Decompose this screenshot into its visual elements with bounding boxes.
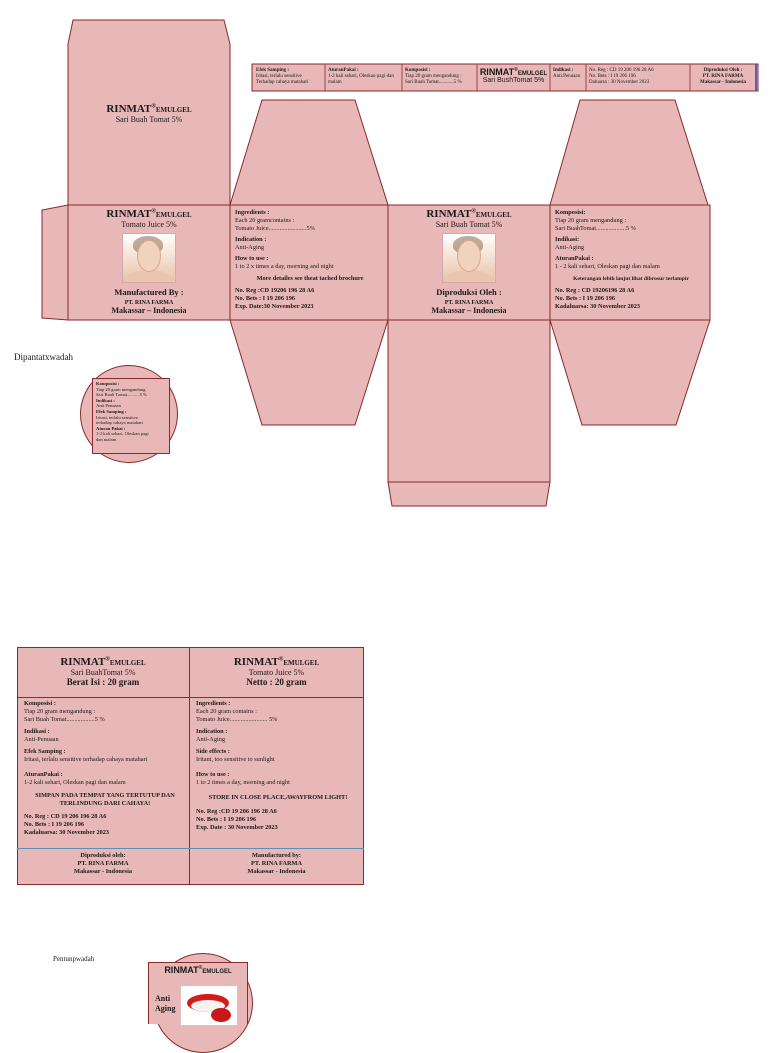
big-label-left-footer: Diproduksi oleh: PT. RINA FARMA Makassar - Indonesia xyxy=(74,852,132,875)
panel-en-back: Ingredients : Each 20 gramcontains : Tomato Juice........................5% Indication : Anti-Aging How to use : 1 to 2 x times a day, morning and night More detailes see theat tached brochure No. Reg :CD 19206 196 28 A6 No. Bets : I 19 206 196 Exp. Date:30 November 2023 xyxy=(235,209,364,310)
round-bottom-label-text: Komposisi : Tiap 20 gram mengandung Sari Buah Tomat...........5 % Indikasi : Anti Penuaan Efek Samping : Iritasi, terlalu sensitive terhadap cahaya matahari Aturan Pakai : 1-2 kali sehari, Oleskan pagi dan malam xyxy=(92,378,170,454)
model-face-image xyxy=(442,233,496,283)
top-lid-title: RINMAT®EMULGEL Sari Buah Tomat 5% xyxy=(68,103,230,124)
panel-id-back: Komposisi: Tiap 20 gram mengandung : Sari BuahTomat...................5 % Indikasi: Anti-Aging AturanPakai : 1 - 2 kali sehari, Oleskan pagi dan malam Keterangan lebih lanjut lihat dibrosur terlampir No. Reg : CD 19206196 28 A6 No. Bets : I 19 206 196 Kadaluarsa: 30 November 2023 xyxy=(555,209,689,310)
product-jar-image xyxy=(180,985,238,1026)
bottom-label-caption: Dipantatxwadah xyxy=(14,352,73,362)
big-label-right-body: Ingredients : Each 20 gram contains : Tomato Juice........................ 5% Indication : Anti-Aging Side effects : Iritant, too sensitive to sunlight How to use : 1 to 2 times a day, morning and night STORE IN CLOSE PLACE,AWAYFROM LIGHT! No. Reg :CD 19 206 196 28 A6 No. Bets : I 19 206 196 Exp. Date : 30 November 2023 xyxy=(196,700,348,831)
strip-aturan: AturanPakai : 1-2 kali sehari, Oleskan pagi dan malam xyxy=(328,68,394,85)
lid-label-tagline: Anti Aging xyxy=(155,994,176,1013)
big-label-left-header: RINMAT®EMULGEL Sari BuahTomat 5% Berat Isi : 20 gram xyxy=(60,656,146,687)
big-label-left-body: Komposisi : Tiap 20 gram mengandung : Sari Buah Tomat..................5 % Indikasi : Anti-Penuaan Efek Samping : Iritasi, terlalu sensitive terhadap cahaya matahari AturanPakai : 1-2 kali sehari, Oleskan pagi dan malam SIMPAN PADA TEMPAT YANG TERTUTUP DAN TERLINDUNG DARI CAHAYA! No. Reg : CD 19 206 196 28 A6 No. Bets : I 19 206 196 Kadaluarsa: 30 November 2023 xyxy=(24,700,175,836)
strip-diproduksi: Diproduksi Oleh : PT. RINA FARMA Makassar - Indonesia xyxy=(699,68,747,85)
model-face-image xyxy=(122,233,176,283)
lid-label-brand: RINMAT®EMULGEL xyxy=(164,965,232,975)
strip-reg: No. Reg : CD 19 206 196 28 A6 No. Bets : I 19 206 196 Daluarsa : 30 November 2023 xyxy=(589,68,654,85)
strip-komposisi: Komposisi : Tiap 20 gram mengandung : Sari Buah Tomat............5 % xyxy=(405,68,462,85)
strip-indikasi: Indikasi : Anti.Penuaan xyxy=(553,68,581,79)
panel-en-front: RINMAT®EMULGEL Tomato Juice 5% Manufactured By : PT. RINA FARMA Makassar – Indonesia xyxy=(106,208,192,315)
strip-efek: Efek Samping : Iritasi, terlalu sensitive Terhadap cahaya matahari xyxy=(256,68,309,85)
strip-brand: RINMAT®EMULGEL Sari BushTomat 5% xyxy=(479,67,548,84)
panel-id-front: RINMAT®EMULGEL Sari Buah Tomat 5% Diproduksi Oleh : PT. RINA FARMA Makassar – Indonesia xyxy=(426,208,512,315)
big-label-right-footer: Manufactured by: PT. RINA FARMA Makassar - Indonesia xyxy=(247,852,306,875)
big-label-right-header: RINMAT®EMULGEL Tomato Juice 5% Netto : 20 gram xyxy=(233,656,320,687)
lid-label-caption: Pentunpwadah xyxy=(53,955,95,963)
top-lid-subtitle: Sari Buah Tomat 5% xyxy=(115,115,183,124)
